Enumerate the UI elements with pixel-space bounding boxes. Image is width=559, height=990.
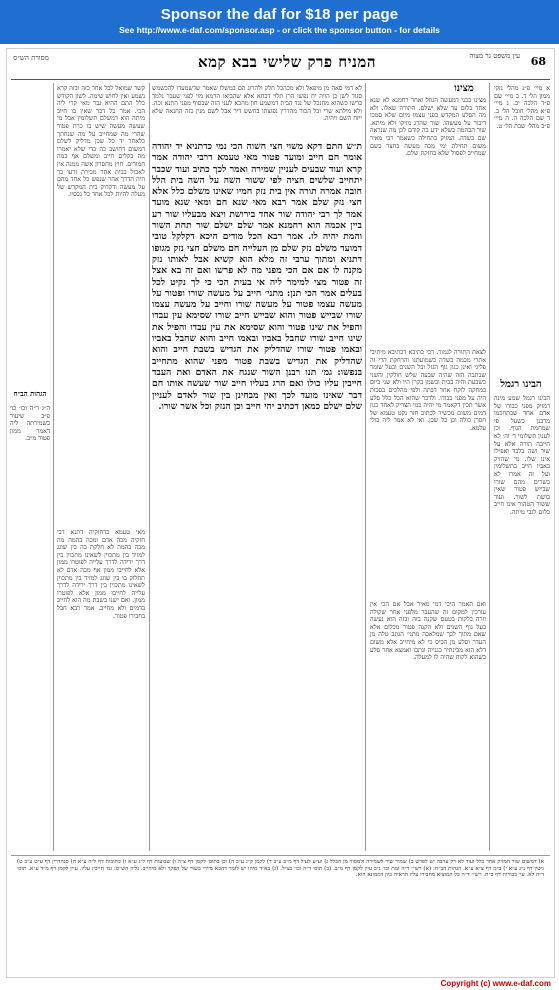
column-divider: [365, 83, 366, 851]
footnote-rule: [11, 855, 550, 856]
column-divider: [53, 83, 54, 851]
left-margin-notes: ה״ג ר״ה וכו׳ כו׳ פ״ב שיעור בשמירתה ליה דאמר ממון פטור מ״ב.: [10, 405, 50, 443]
page-header: [7, 49, 554, 79]
sponsor-headline[interactable]: Sponsor the daf for $18 per page: [160, 6, 399, 23]
rashi-heading-word: מצינו: [454, 83, 474, 94]
column-divider: [489, 83, 490, 851]
sponsor-banner[interactable]: [0, 0, 559, 44]
column-divider: [149, 83, 150, 851]
hagahot-heading: הגהות הב״ח: [13, 389, 47, 398]
rashi-commentary-low: ואם תאמר היכי דמי מאיר אבל אם הכי אין עורכין למקום זה שהעבר מלפני אחר שקולה וזרה בלקות בטעם שקנה בזה ובזה הוא נעשה בעל גוף השנים ולא הקנה פטור מכלום אלא שאם מתוך לכך שמלאכה מתני׳ הגונב טלה מן העדר וסלע מן הכיס כי לא מיחייב אלא משום דלא הוא מבינתיר בגנייה ונתבו ואמצא אחר סלע כשהוא לקוח שהיה לו למעלה.: [370, 601, 486, 662]
footnotes: א) דמשום שור המזיק אחר כלל ועוד לא רק ערבה יש לפרש ב) שמור שור לשמירה ולמסור מן הכלל ג) וע״ע לעיל דף מ״ב ע״ב ד) לקמן ק״ג ע״ב ה) וכן בתוס׳ לקמן דף צ״ה ו) שבועות דף ל״ג ע״א ז) כתובות דף ל״ה ע״א ח) סנהדרין דף ע״ט ע״ב ט) גיטין דף נ״ג ע״א י) ב״מ דף צ״א ע״א. הגהות הב״ח: (א) רש״י ד״ה ומת וכו׳ נ״ב עיין לקמן דף מ״ב. (ב) תוס׳ ד״ה וכו׳ כצ״ל. (ג) בא״ד מיהו יש לומר דהכא מיירי בשור של הפקר ולא מיחייב. גליון הש״ס: גמ׳ חייבין עליו. עיין לקמן דף מ״ד ע״א. תוס׳ ד״ה לא. עי׳ בכורות דף כ״ח. רש״י ד״ה כל המוציא מחבירו עליו הראיה כיון דממונא הוא.: [17, 859, 544, 879]
rashi-commentary-middle: לצאת התורה לגמור. דכי כתיבא דכתיבא מיתיבי אתרי מכמה כשדה כשמועתנו והרחקת הרי זה פליגי ואינן כגון גוף הגזל ובל השנים ובעל שומר שבתבה הזה שהיה שבעה שלש חולקין והשני כשבעת והיה בבית ובשמן בקרן היו ולא שני ביום במחקה לוקח אחד דבתה ולפי מהלכים בסכות היה על מפני כבודו. ולדבר שהוא הכל כלל סלע אשר תכין דקאמר מי יהיה כמי הצדיק לאחד כגון דמים משום מכשיר לכתוב חזר נקט טעמא של חסרן כולה וכן כל שכן. ואי לא אמר ליה כולי עלמא.: [370, 349, 486, 432]
tosafot-commentary-top: קשר שמואל לכל אחד כזה ובזה קרא נשמע ואין לחוש שימה. לשון הקודש כלל התם ההיא גבר מאי קרי ליה הכי. אמר כל דבר שאין בו חיוב מיתה הוא דמשלם תשלומין אבל מי שעשה מעשה שיש בו כרת פטור שהרי מה שמחייב על מה שנחתך כלאחר יד כל שכן מדליק לשלם דמשום דחושב כה כדי שלא יאמרו מה בקלים חייב ומשלם אף כמה חמורים. חוץ מחסרון אשה ממנה אין לאכול בבית אחר מכירת זרעו כך היה הדרך אחר שנפש כל אחד מהם על מעשה ודקדוק בית המקדש של מעלה להיות לכל אחד כל נכסיו.: [57, 85, 145, 199]
right-margin-commentary: הבינו רגמל שמע מינה דמזיק מפני כבודו של אדם אחד שבתחכמו מרבנן כשעל פי שמחמת הגוף. וכן לענין תשלומי ד׳ וה׳ לא חייבה תורה אלא על שור ושה בלבד ואפילו אינו שלו. מי שהזיק באביו חייב בתשלומין ועל זה אמרו לא כשרים מהם שורו שבייש פטור שאין בושת לשור. ועוד ששור הטהור אינו חייב כלום לגבי מיתה.: [494, 395, 550, 516]
box-label: הבינו רגמל: [500, 379, 542, 390]
tosafot-commentary-low: מאי טעמא כדחזקיה דתנא דבי חזקיה מכה אדם ומכה בהמה מה מכה בהמה לא חלקת בה בין שוגג למזיד בין מתכוין לשאינו מתכוין בין דרך ירידה לדרך עלייה לפוטרו ממון אלא לחייבו ממון אף מכה אדם לא תחלוק בו בין שוגג למזיד בין מתכוין לשאינו מתכוין בין דרך ירידה לדרך עלייה לחייבו ממון אלא לפוטרו ממון. ואם ישנו בשבת מה הוא לחייב בדמים ולא מחייב. אמר רבא חבל בחבירו פטור.: [57, 529, 145, 620]
masoret-hashas-heading: מסורת הש״ס: [13, 54, 49, 62]
rashi-top-band: לא דמי סאה מן מיפאל ולא מכהכל חלק ולהרוג הם במשלו שאמר שדשמעדו להכשמש סגוד לשן כן הויה יח נפשו הרן תלוי דכחא אלא שהביאו הרמא מוי לפני שעבר נלמד ברשו כשהוא מחנכל של נגד הבית דמשמע חון מהכא לעני הזה שבסוף מפני התנא זכה. ולא מילתא שרי וכל הכור מהדרין נפוצתו בחשש דיר אבל לשם מנין כזה החנאה שלא ייזח השם ויהיה.: [152, 85, 362, 123]
talmud-page: [6, 48, 555, 978]
ein-mishpat-heading: עין משפט נר מצוה: [469, 52, 520, 60]
header-rule: [11, 79, 550, 80]
copyright-link[interactable]: Copyright (c) www.e-daf.com: [440, 979, 551, 988]
ein-mishpat-column: א מיי׳ פ״ג מהל׳ נזקי ממון הל׳ ד. ב מיי׳ שם פ״ד הלכה יב. ג מיי׳ פ״א מהל׳ חובל הל׳ ב. ד שם הלכה ה. ה מיי׳ פ״ב מהל׳ שבת הל׳ ט.: [494, 85, 550, 130]
page-number: 68: [530, 55, 546, 68]
rashi-commentary-top: מצינו בבני דמעשה הגוזל ואחר רחמנא לא שנא אחד כלום עד שלא ישלם. התורה שאלו. ולא מה הסלע המקדש בפני עצמו מיום שלא סמכו דיבור על מעשהו. שור שהרג מזיקו ולא מיתא. שור הבהמה כשלא ידע בה קודם לכן מה שנראה שם בשדה. המזיק בתחילה כשאמר רבי מאיר משום תחילת ימי מכה מעשה בחצר כשם שמחייב לפסול שלא בחזקת שלם.: [370, 97, 486, 158]
sponsor-subline[interactable]: See http://www.e-daf.com/sponsor.asp - or click the sponsor button - for details: [119, 25, 440, 35]
running-title: המניח פרק שלישי בבא קמא: [198, 53, 376, 71]
gemara-main-text: ת״ש התם דקא משוי חצי חשוה הכי נמי כדתניא יד יהודה אומר חם חייב ומועד פטור מאי טעמא דרבי יהודה אמר קרא ועוד שבעים לעניין שמירה ואמר לכך כתיב ועוד שכבר יתחייב שלשים חציה לפי ששור השה על השה בית הלל חובה אמרה תורה אין בית נזק חמיו שאינו משלם כלל אלא חצי נזק שלם אמר רבא מאי שנא חם ומאי שנא מועד אמר לך רבי יהודה שור אחד בירושת ויצא מבעליו שור רע ביין אכמה הוא רחמנא אמר שלם ישלם שור תחת השור והמת יהיה לו. אמר רבא הכל מודים היכא דקלקל טובי דמועד משלם נזק שלם מן העלייה חם משלם חצי נזק מגופו דתניא ומתוך ערבי זה מלא הוא קשיא אבל לאותו נזק מקנה לו אם אם הכי מפני מה לא פרשו ואם זה בא אצל זה פטור מצי למימר ליה אי בעית הכי כי לך נקיט לכל בעלים אמר הכי תנן: מתני׳ חייב על מעשה שורו ופטור על מעשה עצמו פטור על מעשה שורו וחייב על מעשה עצמו שורו שבייש פטור והוא שבייש חייב שורו שסימא עין עבדו והפיל את שינו פטור והוא שסימא את עין עבדו והפיל את שינו חייב שורו שחבל באביו ובאמו חייב והוא שחבל באביו ובאמו פטור שורו שהדליק את הגדיש בשבת חייב והוא שהדליק את הגדיש בשבת פטור מפני שהוא מתחייב בנפשו: גמ׳ תנו רבנן השור שנגח את האדם ואת העבד חייבין עליו כולו ואם הרג בעליו חייב שור שעשה אותו חם דבר שאינו מועד לכך ואין מבחינן בין שור לאדם לעניין שלם ישלם כמאן דכתיב יהי חייב וכן הנזק וכל אשר שורו.: [152, 141, 362, 412]
